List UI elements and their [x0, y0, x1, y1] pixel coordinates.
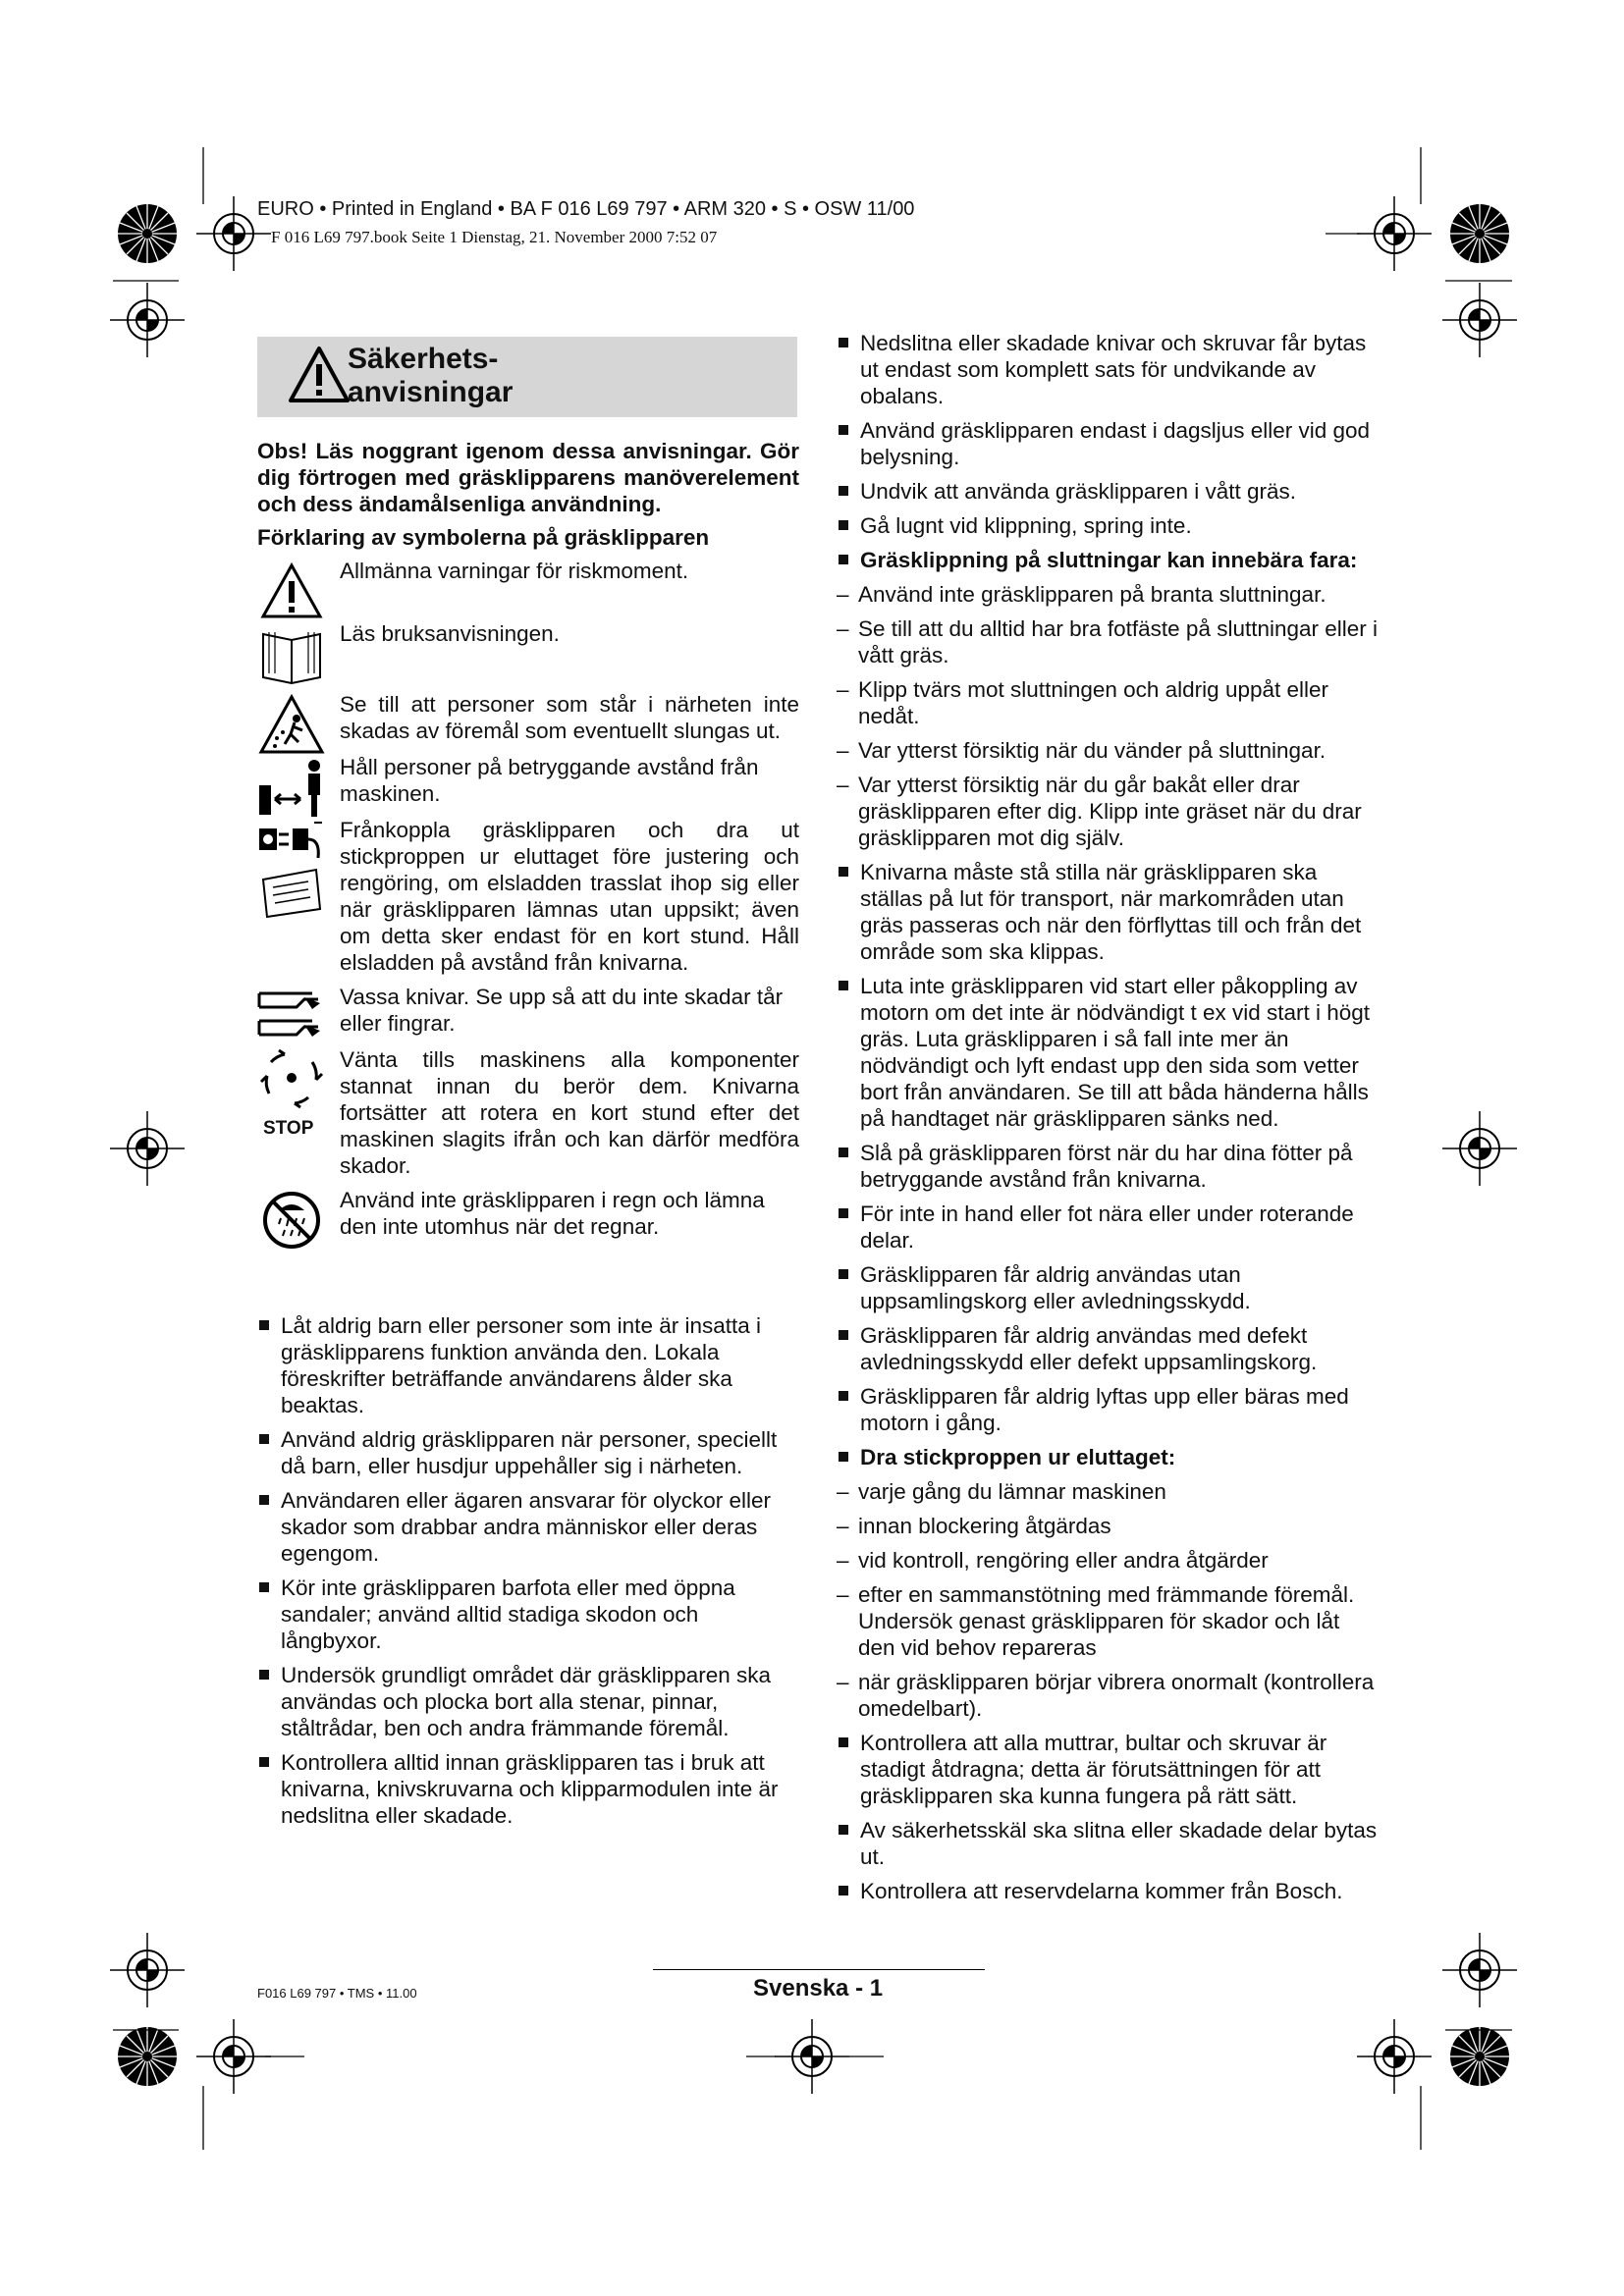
safety-bullet: För inte in hand eller fot nära eller under roterande delar.: [837, 1201, 1379, 1254]
warning-triangle-icon: [287, 345, 352, 405]
registration-star-icon: [118, 2027, 177, 2086]
symbol-item: Se till att personer som står i närheten inte skadas av föremål som eventuellt slungas ut.: [257, 691, 799, 746]
footer-rule: [653, 1969, 985, 1970]
unplug-item: – efter en sammanstötning med främmande föremål. Undersök genast gräsklipparen för skador och låt den vid behov repareras: [837, 1581, 1379, 1661]
safety-bullet: Använd gräsklipparen endast i dagsljus eller vid god belysning.: [837, 417, 1379, 470]
print-header-file-info: F 016 L69 797.book Seite 1 Dienstag, 21. November 2000 7:52 07: [271, 228, 718, 246]
unplug-item: – innan blockering åtgärdas: [837, 1513, 1379, 1539]
distance-icon: [257, 756, 326, 819]
safety-bullet: Kontrollera att alla muttrar, bultar och skruvar är stadigt åtdragna; detta är förutsättningen för att gräsklipparen ska kunna fungera på rätt sätt.: [837, 1730, 1379, 1809]
symbol-item: Använd inte gräsklipparen i regn och lämna den inte utomhus när det regnar.: [257, 1187, 799, 1265]
sharp-blades-icon: [257, 986, 326, 1048]
unplug-heading: Dra stickproppen ur eluttaget:: [837, 1444, 1379, 1470]
intro-notice: Obs! Läs noggrant igenom dessa anvisningar. Gör dig förtrogen med gräsklipparens manöverelement och dess ändamålsenliga användning.: [257, 439, 799, 516]
safety-bullet: Gräsklipparen får aldrig användas utan uppsamlingskorg eller avledningsskydd.: [837, 1261, 1379, 1314]
unplug-icon: [257, 819, 326, 946]
safety-bullet: Undvik att använda gräsklipparen i vått gräs.: [837, 478, 1379, 505]
symbol-item: Allmänna varningar för riskmoment.: [257, 558, 799, 613]
safety-bullet: Kör inte gräsklipparen barfota eller med öppna sandaler; använd alltid stadiga skodon och långbyxor.: [257, 1575, 799, 1654]
footer-code: F016 L69 797 • TMS • 11.00: [257, 1986, 417, 2001]
warning-triangle-icon: [257, 560, 326, 622]
title-banner: [257, 337, 797, 417]
slope-item: – Klipp tvärs mot sluttningen och aldrig uppåt eller nedåt.: [837, 676, 1379, 729]
slope-item: – Var ytterst försiktig när du går bakåt eller drar gräsklipparen efter dig. Klipp inte gräset när du drar gräsklipparen mot dig själv.: [837, 772, 1379, 851]
safety-bullet: Låt aldrig barn eller personer som inte är insatta i gräsklipparens funktion använda den. Lokala föreskrifter beträffande användarens ålder ska beaktas.: [257, 1312, 799, 1418]
slopes-heading: Gräsklippning på sluttningar kan innebära fara:: [837, 547, 1379, 573]
safety-bullet: Nedslitna eller skadade knivar och skruvar får bytas ut endast som komplett sats för undvikande av obalans.: [837, 330, 1379, 409]
unplug-item: – varje gång du lämnar maskinen: [837, 1478, 1379, 1505]
symbol-item: Läs bruksanvisningen.: [257, 620, 799, 683]
symbol-item: Vassa knivar. Se upp så att du inte skadar tår eller fingrar.: [257, 984, 799, 1039]
no-rain-icon: [257, 1189, 326, 1252]
unplug-item: – när gräsklipparen börjar vibrera onormalt (kontrollera omedelbart).: [837, 1669, 1379, 1722]
symbol-item: Frånkoppla gräsklipparen och dra ut stickproppen ur eluttaget före justering och rengöring, om elsladden trasslat ihop sig eller när gräsklipparen lämnas utan uppsikt; även om detta sker endast för en kort stund. Håll elsladden på avstånd från knivarna.: [257, 817, 799, 976]
page-title: Säkerhets- anvisningar: [348, 343, 514, 408]
registration-star-icon: [1450, 2027, 1509, 2086]
flying-objects-icon: [257, 693, 326, 756]
unplug-item: – vid kontroll, rengöring eller andra åtgärder: [837, 1547, 1379, 1574]
safety-bullet: Av säkerhetsskäl ska slitna eller skadade delar bytas ut.: [837, 1817, 1379, 1870]
safety-bullet: Användaren eller ägaren ansvarar för olyckor eller skador som drabbar andra människor eller deras egengom.: [257, 1487, 799, 1567]
slope-item: – Se till att du alltid har bra fotfäste på sluttningar eller i vått gräs.: [837, 615, 1379, 668]
slope-item: – Var ytterst försiktig när du vänder på sluttningar.: [837, 737, 1379, 764]
print-header-line: EURO • Printed in England • BA F 016 L69 797 • ARM 320 • S • OSW 11/00: [257, 198, 915, 220]
safety-bullet: Använd aldrig gräsklipparen när personer, speciellt då barn, eller husdjur uppehåller sig i närheten.: [257, 1426, 799, 1479]
stop-label: STOP: [263, 1118, 314, 1139]
right-column: [837, 330, 1379, 1912]
symbol-item: STOP Vänta tills maskinens alla komponenter stannat innan du berör dem. Knivarna fortsätter att rotera en kort stund efter det maskinen slagits ifrån och kan därför medföra skador.: [257, 1046, 799, 1179]
safety-bullet: Undersök grundligt området där gräsklipparen ska användas och plocka bort alla stenar, pinnar, ståltrådar, ben och andra främmande föremål.: [257, 1662, 799, 1741]
registration-star-icon: [118, 204, 177, 263]
safety-bullet: Slå på gräsklipparen först när du har dina fötter på betryggande avstånd från knivarna.: [837, 1140, 1379, 1193]
safety-bullet: Knivarna måste stå stilla när gräsklipparen ska ställas på lut för transport, när markområden utan gräs passeras och när den förflyttas till och från det område som ska klippas.: [837, 859, 1379, 965]
slope-item: – Använd inte gräsklipparen på branta sluttningar.: [837, 581, 1379, 608]
registration-star-icon: [1450, 204, 1509, 263]
safety-bullet: Kontrollera alltid innan gräsklipparen tas i bruk att knivarna, knivskruvarna och klipparmodulen inte är nedslitna eller skadade.: [257, 1749, 799, 1829]
page-number: Svenska - 1: [753, 1975, 884, 2002]
book-icon: [257, 622, 326, 685]
left-column: [257, 438, 799, 1837]
safety-bullet: Gräsklipparen får aldrig lyftas upp eller bäras med motorn i gång.: [837, 1383, 1379, 1436]
symbol-item: Håll personer på betryggande avstånd från maskinen.: [257, 754, 799, 809]
safety-bullet: Gräsklipparen får aldrig användas med defekt avledningsskydd eller defekt uppsamlingskorg.: [837, 1322, 1379, 1375]
symbols-heading: Förklaring av symbolerna på gräsklipparen: [257, 525, 710, 550]
safety-bullet: Luta inte gräsklipparen vid start eller påkoppling av motorn om det inte är nödvändigt t ex vid start i högt gräs. Luta gräsklipparen i så fall inte mer än nödvändigt och lyft endast upp den sida som vetter bort från användaren. Se till att båda händerna hålls på handtaget när gräsklipparen sänks ned.: [837, 973, 1379, 1132]
safety-bullet: Gå lugnt vid klippning, spring inte.: [837, 512, 1379, 539]
safety-bullet: Kontrollera att reservdelarna kommer från Bosch.: [837, 1878, 1379, 1904]
